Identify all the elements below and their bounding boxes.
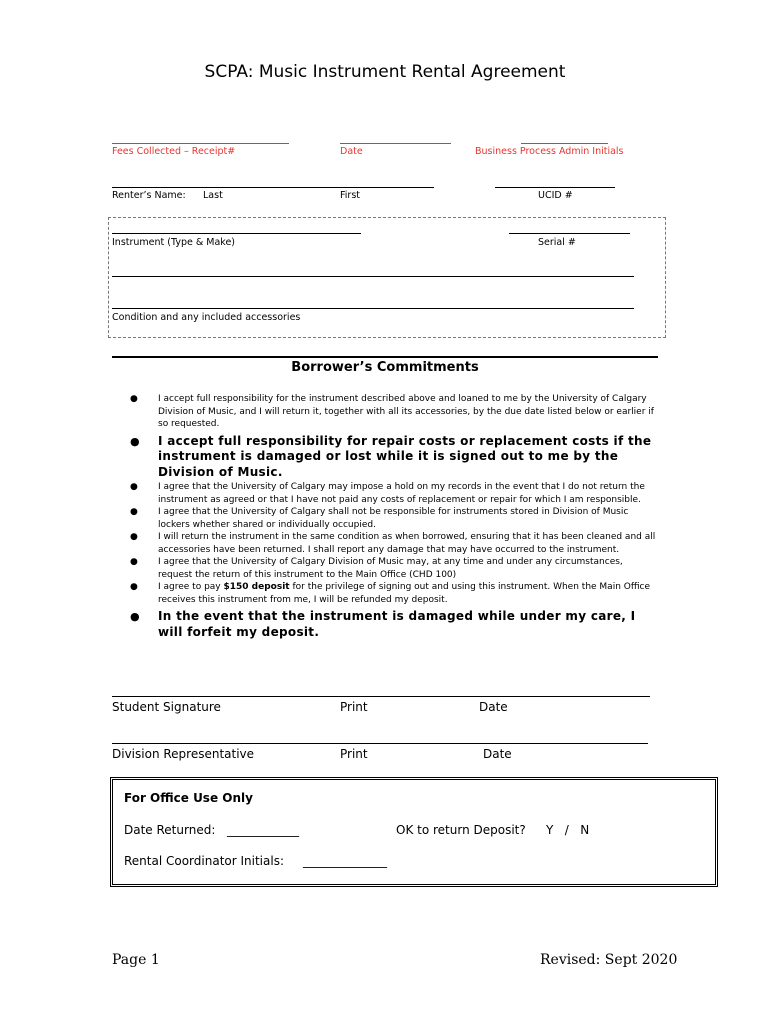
admin-date-label: Date (340, 146, 363, 157)
bullet-icon: ● (130, 582, 138, 592)
date-returned-field[interactable]: ____________ (227, 823, 299, 837)
commitment-text: I accept full responsibility for repair costs or replacement costs if the instrument is damaged or lost while it is signed out to me by the Division of Music. (158, 433, 652, 479)
list-item (128, 581, 658, 606)
rep-signature-label: Division Representative (112, 747, 255, 761)
renter-first-label: First (340, 190, 360, 201)
deposit-prefix: I agree to pay (158, 582, 224, 592)
fees-line[interactable] (112, 143, 289, 144)
date-returned-label: Date Returned: (124, 823, 216, 837)
instrument-line[interactable] (112, 233, 361, 234)
serial-label: Serial # (538, 237, 576, 248)
bullet-icon: ● (130, 610, 140, 623)
list-item (128, 609, 658, 640)
bullet-icon: ● (130, 394, 138, 404)
commitments-list (128, 393, 658, 641)
condition-label: Condition and any included accessories (112, 312, 301, 323)
student-signature-label: Student Signature (112, 700, 221, 714)
deposit-amount: $150 deposit (223, 582, 290, 592)
list-item (128, 556, 658, 581)
list-item (128, 531, 658, 556)
student-print-label: Print (340, 700, 368, 714)
page-number: Page 1 (112, 952, 160, 968)
commitment-text: I agree that the University of Calgary Division of Music may, at any time and under any circumstances, request the return of this instrument to the Main Office (CHD 100) (158, 557, 623, 580)
bullet-icon: ● (130, 557, 138, 567)
condition-line-1[interactable] (112, 276, 634, 277)
rep-date-label: Date (483, 747, 512, 761)
commitment-text: I agree that the University of Calgary shall not be responsible for instruments stored in Division of Music lockers whether shared or individually occupied. (158, 507, 629, 530)
list-item (128, 506, 658, 531)
ucid-label: UCID # (538, 190, 573, 201)
revision-date: Revised: Sept 2020 (540, 952, 678, 968)
renter-name-line[interactable] (112, 187, 434, 188)
commitment-text: In the event that the instrument is damaged while under my care, I will forfeit my deposit. (158, 609, 636, 639)
ucid-line[interactable] (495, 187, 615, 188)
deposit-suffix: for the privilege of signing out and using this instrument. When the Main Office receives this instrument from me, I will be refunded my deposit. (158, 582, 651, 605)
commitment-text: I accept full responsibility for the instrument described above and loaned to me by the University of Calgary Division of Music, and I will return it, together with all its accessories, by the due date listed below or earlier if so requested. (158, 394, 654, 429)
list-item (128, 393, 658, 431)
bullet-icon: ● (130, 532, 138, 542)
admin-initials-line[interactable] (521, 143, 608, 144)
page-title: SCPA: Music Instrument Rental Agreement (204, 62, 566, 82)
ok-return-label: OK to return Deposit? (396, 823, 526, 837)
student-signature-line[interactable] (112, 696, 650, 697)
office-heading: For Office Use Only (124, 791, 253, 805)
serial-line[interactable] (509, 233, 630, 234)
admin-initials-label: Business Process Admin Initials (475, 146, 624, 157)
coordinator-field[interactable]: ______________ (303, 854, 387, 868)
ok-return-options[interactable]: Y / N (546, 823, 590, 837)
condition-line-2[interactable] (112, 308, 634, 309)
commitment-text: I will return the instrument in the same condition as when borrowed, ensuring that it has been cleaned and all accessories have been returned. I shall report any damage that may have occurred to the instrument. (158, 532, 656, 555)
renter-name-label: Renter’s Name: (112, 190, 186, 201)
coordinator-label: Rental Coordinator Initials: (124, 854, 284, 868)
list-item (128, 481, 658, 506)
rep-signature-line[interactable] (112, 743, 648, 744)
renter-last-label: Last (203, 190, 223, 201)
bullet-icon: ● (130, 482, 138, 492)
rep-print-label: Print (340, 747, 368, 761)
commitments-heading: Borrower’s Commitments (291, 360, 479, 375)
bullet-icon: ● (130, 434, 140, 448)
commitment-text: I agree that the University of Calgary may impose a hold on my records in the event that I do not return the instrument as agreed or that I have not paid any costs of replacement or repair for which I am responsible. (158, 482, 645, 505)
section-divider (112, 356, 658, 358)
list-item (128, 434, 658, 481)
admin-date-line[interactable] (340, 143, 451, 144)
fees-label: Fees Collected – Receipt# (112, 146, 236, 157)
instrument-label: Instrument (Type & Make) (112, 237, 235, 248)
student-date-label: Date (479, 700, 508, 714)
bullet-icon: ● (130, 507, 138, 517)
